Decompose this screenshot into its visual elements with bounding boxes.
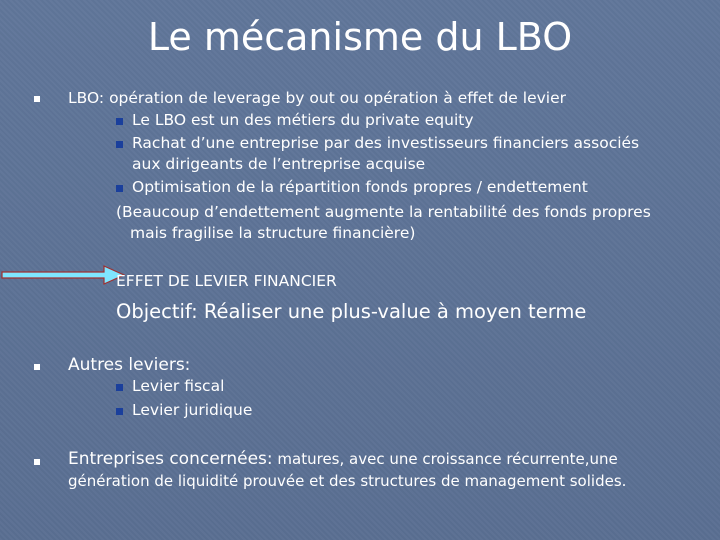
bullet-square (34, 364, 40, 370)
lbo-sub-2-cont: aux dirigeants de l’entreprise acquise (132, 155, 426, 173)
sub-bullet-square (116, 384, 123, 391)
right-arrow-icon (0, 263, 130, 287)
sub-bullet-square (116, 185, 123, 192)
autres-leviers-text: Autres leviers: (68, 355, 191, 375)
bullet-square (34, 459, 40, 465)
sub-bullet-square (116, 141, 123, 148)
entreprises-line2: génération de liquidité prouvée et des structures de management solides. (68, 472, 627, 490)
objectif-text: Objectif: Réaliser une plus-value à moyen terme (116, 300, 587, 323)
sub-bullet-square (116, 118, 123, 125)
lbo-note-line1: (Beaucoup d’endettement augmente la rentabilité des fonds propres (116, 203, 651, 221)
entreprises-lead: Entreprises concernées: (68, 449, 273, 469)
lbo-sub-3: Optimisation de la répartition fonds propres / endettement (132, 178, 588, 196)
sub-bullet-square (116, 408, 123, 415)
lbo-note-line2: mais fragilise la structure financière) (130, 224, 416, 242)
lbo-sub-1: Le LBO est un des métiers du private equity (132, 111, 474, 129)
levier-juridique-text: Levier juridique (132, 401, 253, 419)
effet-levier-text: EFFET DE LEVIER FINANCIER (116, 272, 337, 290)
bullet-square (34, 96, 40, 102)
levier-fiscal-text: Levier fiscal (132, 377, 225, 395)
lbo-sub-2: Rachat d’une entreprise par des investisseurs financiers associés (132, 134, 640, 152)
entreprises-line1 (68, 449, 618, 469)
lbo-main-text: LBO: opération de leverage by out ou opération à effet de levier (68, 89, 566, 107)
slide-title: Le mécanisme du LBO (147, 15, 573, 59)
entreprises-rest: matures, avec une croissance récurrente,une (272, 450, 618, 468)
